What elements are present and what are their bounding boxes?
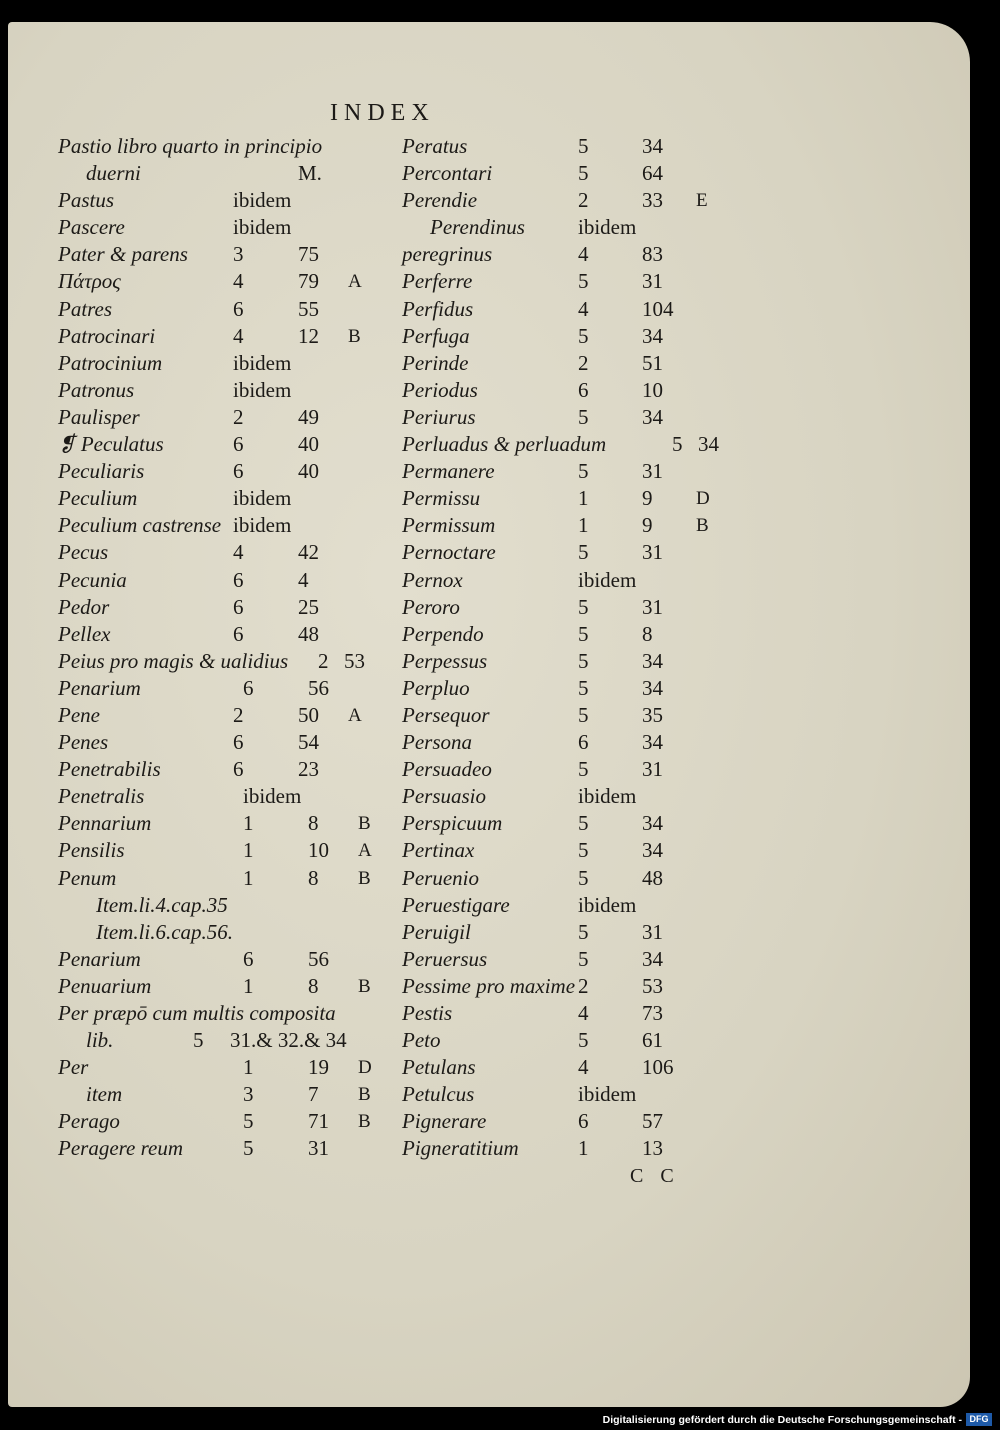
entry-ref-b: 31: [642, 269, 663, 294]
entry-ref-a: 5: [578, 459, 589, 484]
entry-ref-a: ibidem: [578, 215, 637, 240]
entry-ref-a: 4: [578, 296, 589, 321]
entry-ref-a: 6: [233, 594, 244, 619]
entry-ref-b: 34: [642, 811, 663, 836]
entry-ref-a: 5: [578, 946, 589, 971]
entry-term: Penetrabilis: [58, 757, 161, 782]
entry-ref-b: 48: [298, 621, 319, 646]
entry-ref-b: 34: [642, 134, 663, 158]
entry-ref-b: 5: [672, 432, 683, 457]
entry-ref-b: 56: [308, 675, 329, 700]
entry-ref-a: 1: [243, 811, 254, 836]
entry-term: Pensilis: [58, 838, 125, 863]
entry-ref-a: 4: [578, 1001, 589, 1025]
entry-term: duerni: [86, 161, 141, 186]
entry-ref-a: 1: [243, 973, 254, 998]
entry-term: Pestis: [402, 1001, 453, 1025]
entry-ref-b: 50: [298, 702, 319, 727]
entry-term: Pertinax: [402, 838, 475, 863]
entry-term: Persuadeo: [402, 757, 492, 782]
entry-term: Pigneratitium: [402, 1136, 519, 1161]
entry-ref-b: 13: [642, 1136, 663, 1161]
entry-ref-b: 71: [308, 1109, 329, 1134]
entry-term: Persuasio: [402, 784, 486, 809]
entry-ref-a: 6: [243, 675, 254, 700]
entry-ref-a: 3: [243, 1082, 254, 1107]
entry-ref-b: 79: [298, 269, 319, 294]
entry-term: Persequor: [402, 702, 490, 727]
entry-term: Pastus: [58, 188, 115, 213]
entry-term: Perendie: [402, 188, 478, 213]
entry-ref-b: 34: [642, 730, 663, 755]
entry-term: Permissum: [402, 513, 496, 538]
entry-term: Patrocinium: [58, 350, 163, 375]
entry-ref-a: 5: [578, 540, 589, 565]
entry-ref-c: B: [358, 1084, 371, 1106]
entry-term: Peto: [402, 1028, 441, 1053]
entry-term: Peculium castrense: [58, 513, 222, 538]
entry-ref-b: 54: [298, 730, 319, 755]
entry-ref-a: 6: [233, 432, 244, 457]
entry-ref-b: 8: [308, 811, 319, 836]
entry-ref-b: 35: [642, 702, 663, 727]
entry-term: Peruestigare: [402, 892, 510, 917]
entry-term: Pignerare: [402, 1109, 487, 1134]
entry-ref-c: B: [348, 325, 361, 347]
entry-ref-b: 25: [298, 594, 319, 619]
entry-term: Perendinus: [430, 215, 525, 240]
entry-ref-a: 2: [233, 702, 244, 727]
signature-mark: C C: [630, 1165, 680, 1187]
entry-ref-c: E: [696, 190, 708, 212]
entry-ref-b: 31.& 32.& 34: [230, 1028, 347, 1053]
entry-term: Peruigil: [402, 919, 471, 944]
entry-ref-b: 56: [308, 946, 329, 971]
entry-ref-b: 64: [642, 161, 663, 186]
entry-ref-a: 6: [233, 621, 244, 646]
entry-term: Penarium: [58, 946, 141, 971]
entry-ref-a: 5: [578, 865, 589, 890]
entry-term: Permissu: [402, 486, 481, 511]
entry-ref-a: 5: [578, 757, 589, 782]
entry-ref-b: 31: [642, 919, 663, 944]
entry-ref-b: 4: [298, 567, 309, 592]
entry-ref-b: 33: [642, 188, 663, 213]
entry-ref-a: 4: [233, 269, 244, 294]
entry-ref-a: 6: [233, 730, 244, 755]
entry-ref-b: 12: [298, 323, 319, 348]
entry-term: Pater & parens: [58, 242, 188, 267]
entry-ref-b: M.: [298, 161, 322, 186]
entry-ref-a: 2: [578, 350, 589, 375]
entry-ref-a: 1: [243, 838, 254, 863]
entry-ref-a: 2: [233, 404, 244, 429]
entry-term: Peius pro magis & ualidius: [58, 648, 289, 673]
entry-ref-b: 31: [308, 1136, 329, 1161]
page-header: INDEX: [330, 100, 435, 126]
entry-ref-c: D: [696, 488, 710, 510]
entry-ref-a: ibidem: [578, 567, 637, 592]
entry-ref-a: 5: [578, 621, 589, 646]
entry-ref-b: 34: [642, 323, 663, 348]
entry-ref-c: A: [348, 271, 362, 293]
entry-term: Item.li.6.cap.56.: [96, 919, 234, 944]
entry-term: Patres: [58, 296, 113, 321]
entry-ref-b: 106: [642, 1055, 674, 1080]
entry-ref-c: A: [358, 840, 372, 862]
entry-ref-a: 5: [578, 675, 589, 700]
entry-ref-c: B: [358, 975, 371, 997]
entry-ref-a: 5: [578, 838, 589, 863]
entry-ref-c: B: [358, 1111, 371, 1133]
entry-ref-a: 5: [243, 1136, 254, 1161]
entry-ref-b: 31: [642, 594, 663, 619]
entry-term: Penetralis: [58, 784, 145, 809]
entry-term: Perfidus: [402, 296, 474, 321]
entry-ref-a: 2: [578, 973, 589, 998]
entry-ref-a: 5: [578, 404, 589, 429]
entry-term: Penes: [58, 730, 109, 755]
footer-credit: Digitalisierung gefördert durch die Deutsche Forschungsgemeinschaft -: [602, 1414, 962, 1426]
entry-ref-c: B: [358, 867, 371, 889]
entry-term: Perpluo: [402, 675, 470, 700]
entry-term: Peragere reum: [58, 1136, 183, 1161]
entry-ref-a: 6: [578, 377, 589, 402]
entry-term: Permanere: [402, 459, 495, 484]
entry-term: Patronus: [58, 377, 135, 402]
entry-term: Pedor: [58, 594, 110, 619]
entry-ref-a: 6: [233, 757, 244, 782]
entry-term: Paulisper: [58, 404, 140, 429]
entry-ref-b: 75: [298, 242, 319, 267]
entry-ref-a: 6: [578, 730, 589, 755]
entry-ref-b: 83: [642, 242, 663, 267]
dfg-logo: DFG: [966, 1413, 992, 1426]
entry-ref-b: 49: [298, 404, 319, 429]
entry-ref-a: 5: [578, 919, 589, 944]
entry-term: Pennarium: [58, 811, 152, 836]
entry-term: Pene: [58, 702, 100, 727]
entry-ref-c: A: [348, 704, 362, 726]
entry-term: Peculiaris: [58, 459, 145, 484]
entry-term: Penarium: [58, 675, 141, 700]
entry-term: Peruenio: [402, 865, 479, 890]
entry-ref-b: 9: [642, 486, 653, 511]
entry-ref-a: 2: [578, 188, 589, 213]
entry-ref-a: 3: [233, 242, 244, 267]
entry-term: Percontari: [402, 161, 493, 186]
entry-term: Pecunia: [58, 567, 127, 592]
entry-term: Pascere: [58, 215, 125, 240]
entry-ref-b: 10: [642, 377, 663, 402]
entry-ref-a: 6: [233, 567, 244, 592]
entry-ref-a: 4: [233, 540, 244, 565]
entry-ref-b: 51: [642, 350, 663, 375]
entry-ref-a: 4: [233, 323, 244, 348]
entry-term: Perluadus & perluadum: [402, 432, 607, 457]
entry-ref-a: 5: [578, 811, 589, 836]
entry-ref-b: 9: [642, 513, 653, 538]
entry-ref-b: 8: [308, 973, 319, 998]
entry-term: Pernox: [402, 567, 463, 592]
entry-term: Pastio libro quarto in principio: [58, 134, 323, 158]
entry-ref-b: 10: [308, 838, 329, 863]
entry-ref-a: 1: [243, 865, 254, 890]
entry-ref-b: 31: [642, 757, 663, 782]
entry-term: Penuarium: [58, 973, 152, 998]
entry-ref-b: 31: [642, 540, 663, 565]
entry-term: Perinde: [402, 350, 469, 375]
entry-ref-a: 5: [578, 161, 589, 186]
entry-ref-b: 57: [642, 1109, 663, 1134]
entry-term: Peruersus: [402, 946, 488, 971]
entry-term: Perfuga: [402, 323, 470, 348]
entry-ref-a: 4: [578, 242, 589, 267]
entry-ref-a: 1: [578, 486, 589, 511]
entry-term: item: [86, 1082, 123, 1107]
entry-term: Pernoctare: [402, 540, 496, 565]
entry-ref-a: 5: [578, 702, 589, 727]
entry-term: ❡ Peculatus: [58, 432, 164, 457]
entry-ref-a: ibidem: [578, 784, 637, 809]
entry-ref-a: ibidem: [233, 377, 292, 402]
entry-ref-b: 104: [642, 296, 674, 321]
entry-term: Per præpō cum multis composita: [58, 1001, 336, 1025]
entry-term: peregrinus: [402, 242, 493, 267]
entry-ref-a: ibidem: [233, 513, 292, 538]
entry-ref-a: 5: [578, 134, 589, 158]
entry-ref-a: 4: [578, 1055, 589, 1080]
entry-ref-a: 6: [578, 1109, 589, 1134]
entry-term: Peratus: [402, 134, 468, 158]
entry-term: Patrocinari: [58, 323, 156, 348]
entry-term: Petulcus: [402, 1082, 475, 1107]
entry-ref-b: 8: [308, 865, 319, 890]
entry-ref-a: 5: [578, 323, 589, 348]
entry-ref-a: 1: [578, 1136, 589, 1161]
entry-term: Pellex: [58, 621, 111, 646]
entry-ref-b: 19: [308, 1055, 329, 1080]
entry-ref-a: 5: [578, 269, 589, 294]
entry-ref-a: ibidem: [578, 892, 637, 917]
entry-ref-a: 6: [233, 296, 244, 321]
entry-ref-a: ibidem: [233, 188, 292, 213]
entry-ref-a: ibidem: [243, 784, 302, 809]
entry-ref-b: 7: [308, 1082, 319, 1107]
entry-ref-a: ibidem: [578, 1082, 637, 1107]
entry-ref-b: 34: [642, 648, 663, 673]
entry-term: Πάτρος: [58, 269, 121, 294]
entry-ref-b: 40: [298, 432, 319, 457]
entry-ref-a: 5: [578, 1028, 589, 1053]
entry-ref-c: B: [358, 813, 371, 835]
entry-ref-a: ibidem: [233, 215, 292, 240]
entry-term: Peroro: [402, 594, 460, 619]
entry-ref-b: 55: [298, 296, 319, 321]
entry-term: Periodus: [402, 377, 478, 402]
entry-term: Persona: [402, 730, 472, 755]
entry-ref-b: 73: [642, 1001, 663, 1025]
entry-ref-b: 48: [642, 865, 663, 890]
entry-term: Perspicuum: [402, 811, 503, 836]
entry-ref-a: ibidem: [233, 350, 292, 375]
entry-term: Perpessus: [402, 648, 488, 673]
entry-term: Per: [58, 1055, 89, 1080]
entry-term: Perpendo: [402, 621, 484, 646]
entry-ref-c: 53: [344, 648, 365, 673]
entry-term: Petulans: [402, 1055, 476, 1080]
entry-term: Periurus: [402, 404, 476, 429]
entry-term: Perferre: [402, 269, 473, 294]
entry-ref-a: 6: [243, 946, 254, 971]
entry-term: Peculium: [58, 486, 138, 511]
entry-term: Item.li.4.cap.35: [96, 892, 228, 917]
entry-term: Pessime pro maxime: [402, 973, 576, 998]
entry-ref-a: 5: [193, 1028, 204, 1053]
entry-ref-b: 23: [298, 757, 319, 782]
entry-ref-c: B: [696, 515, 709, 537]
entry-ref-b: 40: [298, 459, 319, 484]
entry-ref-b: 53: [642, 973, 663, 998]
entry-ref-a: 5: [578, 648, 589, 673]
entry-term: Penum: [58, 865, 117, 890]
entry-ref-b: 61: [642, 1028, 663, 1053]
entry-term: Pecus: [58, 540, 109, 565]
entry-ref-c: 34: [698, 432, 719, 457]
entry-ref-a: 5: [578, 594, 589, 619]
entry-term: lib.: [86, 1028, 114, 1053]
entry-ref-a: ibidem: [233, 486, 292, 511]
entry-ref-a: 5: [243, 1109, 254, 1134]
entry-ref-b: 42: [298, 540, 319, 565]
entry-ref-b: 34: [642, 675, 663, 700]
entry-ref-a: 6: [233, 459, 244, 484]
entry-ref-c: D: [358, 1057, 372, 1079]
entry-ref-b: 2: [318, 648, 329, 673]
entry-ref-b: 8: [642, 621, 653, 646]
entry-ref-a: 1: [243, 1055, 254, 1080]
entry-ref-b: 34: [642, 838, 663, 863]
entry-ref-b: 34: [642, 946, 663, 971]
entry-ref-b: 34: [642, 404, 663, 429]
entry-term: Perago: [58, 1109, 120, 1134]
entry-ref-a: 1: [578, 513, 589, 538]
entry-ref-b: 31: [642, 459, 663, 484]
